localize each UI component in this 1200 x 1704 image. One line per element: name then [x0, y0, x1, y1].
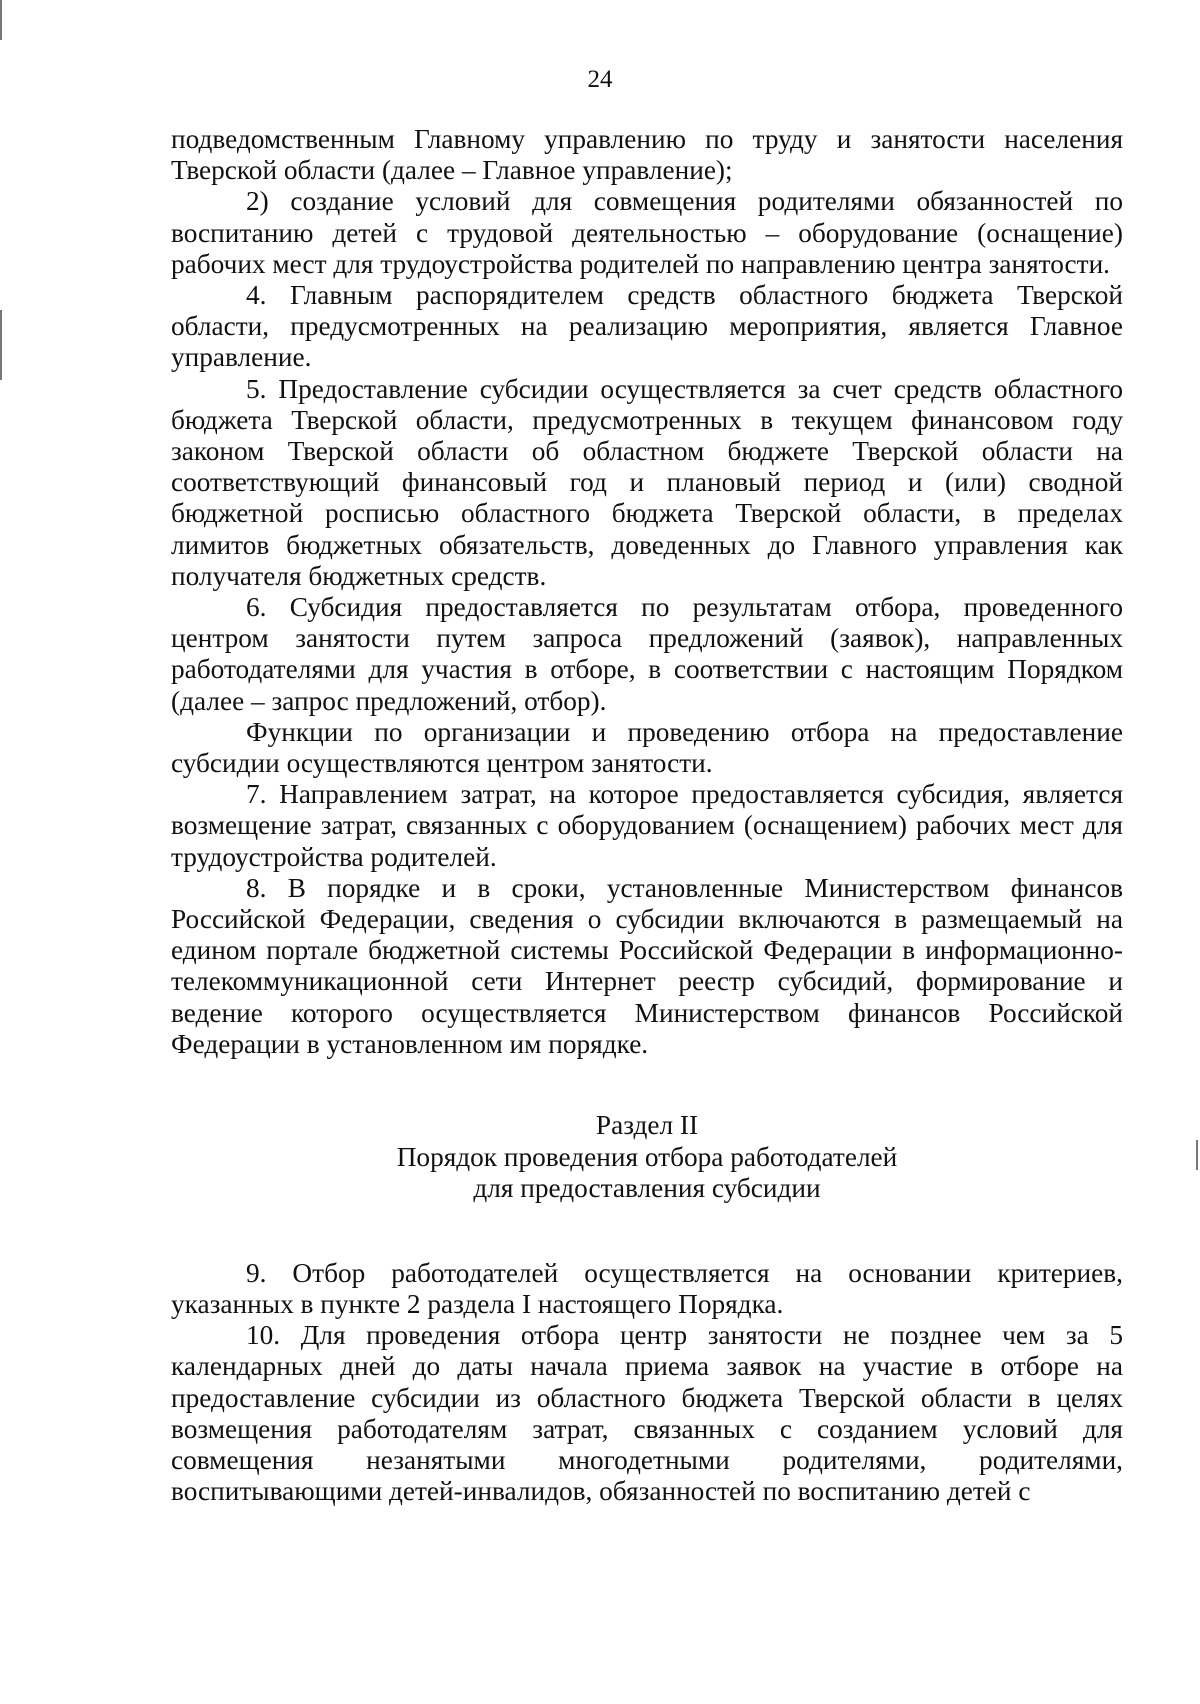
document-body — [171, 124, 1123, 1508]
paragraphs-before-section — [171, 124, 1123, 1060]
section-title-line-1: Порядок проведения отбора работодателей — [396, 1141, 898, 1172]
paragraph: 9. Отбор работодателей осуществляется на основании критериев, указанных в пункте 2 раздела I настоящего Порядка. — [171, 1257, 1123, 1320]
paragraph: 7. Направлением затрат, на которое предоставляется субсидия, является возмещение затрат, связанных с оборудованием (оснащением) рабочих мест для трудоустройства родителей. — [171, 779, 1123, 872]
paragraphs-after-section — [171, 1258, 1123, 1508]
paragraph: 5. Предоставление субсидии осуществляется за счет средств областного бюджета Тверской области, предусмотренных в текущем финансовом году законом Тверской области об областном бюджете Тверской области на соответствующий финансовый год и плановый период и (или) сводной бюджетной росписью областного бюджета Тверской области, в пределах лимитов бюджетных обязательств, доведенных до Главного управления как получателя бюджетных средств. — [171, 373, 1123, 591]
paragraph: 8. В порядке и в сроки, установленные Министерством финансов Российской Федерации, сведения о субсидии включаются в размещаемый на едином портале бюджетной системы Российской Федерации в информационно-телекоммуникационной сети Интернет реестр субсидий, формирование и ведение которого осуществляется Министерством финансов Российской Федерации в установленном им порядке. — [171, 872, 1123, 1059]
scan-edge-mark — [0, 0, 2, 40]
scan-edge-mark — [0, 310, 2, 380]
paragraph: Функции по организации и проведению отбора на предоставление субсидии осуществляются центром занятости. — [171, 716, 1123, 779]
section-heading — [171, 1110, 1123, 1205]
scan-edge-mark — [1196, 1140, 1198, 1170]
section-title-line-2: для предоставления субсидии — [473, 1173, 821, 1204]
paragraph: 4. Главным распорядителем средств областного бюджета Тверской области, предусмотренных на реализацию мероприятия, является Главное управление. — [171, 280, 1123, 373]
section-label: Раздел II — [595, 1110, 699, 1141]
paragraph: 6. Субсидия предоставляется по результатам отбора, проведенного центром занятости путем запроса предложений (заявок), направленных работодателями для участия в отборе, в соответствии с настоящим Порядком (далее – запрос предложений, отбор). — [171, 592, 1123, 716]
paragraph: подведомственным Главному управлению по труду и занятости населения Тверской области (далее – Главное управление); — [171, 124, 1123, 186]
paragraph: 10. Для проведения отбора центр занятости не позднее чем за 5 календарных дней до даты начала приема заявок на участие в отборе на предоставление субсидии из областного бюджета Тверской области в целях возмещения работодателям затрат, связанных с созданием условий для совмещения незанятыми многодетными родителями, родителями, воспитывающими детей-инвалидов, обязанностей по воспитанию детей с — [171, 1320, 1123, 1507]
page-number: 24 — [587, 66, 613, 93]
paragraph: 2) создание условий для совмещения родителями обязанностей по воспитанию детей с трудовой деятельностью – оборудование (оснащение) рабочих мест для трудоустройства родителей по направлению центра занятости. — [171, 186, 1123, 279]
